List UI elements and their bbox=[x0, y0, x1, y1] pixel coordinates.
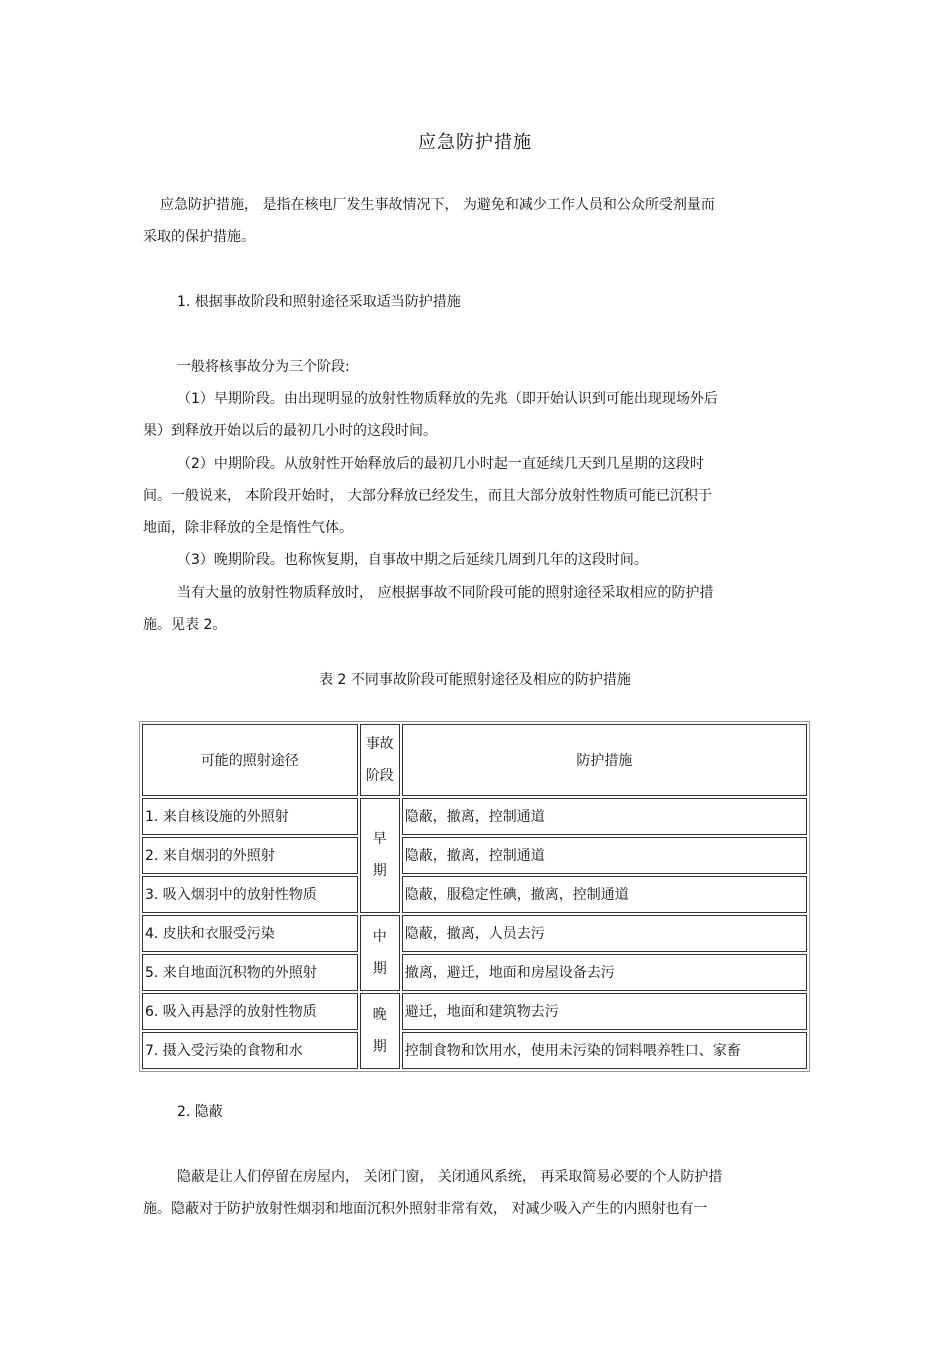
table-header-row bbox=[142, 724, 807, 796]
mid-stage-line-3: 地面，除非释放的全是惰性气体。 bbox=[143, 520, 353, 536]
measures-cell: 撤离，避迁，地面和房屋设备去污 bbox=[402, 954, 807, 991]
stage-early-char-1: 早 bbox=[372, 831, 387, 848]
mid-stage-line-1: （2）中期阶段。从放射性开始释放后的最初几小时起一直延续几天到几星期的这段时 bbox=[177, 456, 704, 472]
stage-early bbox=[360, 798, 400, 913]
pathway-cell: 7. 摄入受污染的食物和水 bbox=[142, 1032, 358, 1069]
measures-cell: 隐蔽，服稳定性碘，撤离，控制通道 bbox=[402, 876, 807, 913]
header-stage bbox=[360, 724, 400, 796]
reference-line-2: 施。见表 2。 bbox=[143, 617, 227, 633]
table-row bbox=[142, 876, 807, 913]
table-row bbox=[142, 915, 807, 952]
section2-line-1: 隐蔽是让人们停留在房屋内， 关闭门窗， 关闭通风系统， 再采取简易必要的个人防护措 bbox=[177, 1169, 723, 1185]
table-row bbox=[142, 837, 807, 874]
section2-line-2: 施。隐蔽对于防护放射性烟羽和地面沉积外照射非常有效， 对减少吸入产生的内照射也有一 bbox=[143, 1201, 708, 1217]
table-row bbox=[142, 993, 807, 1030]
pathway-cell: 1. 来自核设施的外照射 bbox=[142, 798, 358, 835]
header-measures: 防护措施 bbox=[402, 724, 807, 796]
measures-cell: 隐蔽，撤离，控制通道 bbox=[402, 837, 807, 874]
protection-measures-table bbox=[139, 721, 810, 1072]
intro-line-2: 采取的保护措施。 bbox=[143, 229, 255, 245]
intro-line-1: 应急防护措施， 是指在核电厂发生事故情况下， 为避免和减少工作人员和公众所受剂量而 bbox=[160, 197, 715, 213]
header-pathway: 可能的照射途径 bbox=[142, 724, 358, 796]
pathway-cell: 2. 来自烟羽的外照射 bbox=[142, 837, 358, 874]
early-stage-line-2: 果）到释放开始以后的最初几小时的这段时间。 bbox=[143, 423, 437, 439]
stage-late-char-2: 期 bbox=[372, 1038, 387, 1055]
table-row bbox=[142, 1032, 807, 1069]
stage-late bbox=[360, 993, 400, 1069]
reference-line-1: 当有大量的放射性物质释放时， 应根据事故不同阶段可能的照射途径采取相应的防护措 bbox=[177, 585, 714, 601]
late-stage-line: （3）晚期阶段。也称恢复期，自事故中期之后延续几周到几年的这段时间。 bbox=[177, 552, 648, 568]
measures-cell: 控制食物和饮用水，使用未污染的饲料喂养牲口、家畜 bbox=[402, 1032, 807, 1069]
page-title: 应急防护措施 bbox=[418, 132, 532, 153]
pathway-cell: 4. 皮肤和衣服受污染 bbox=[142, 915, 358, 952]
measures-cell: 避迁，地面和建筑物去污 bbox=[402, 993, 807, 1030]
stage-mid-char-2: 期 bbox=[372, 960, 387, 977]
section2-heading: 2. 隐蔽 bbox=[177, 1104, 223, 1120]
stage-mid bbox=[360, 915, 400, 991]
measures-cell: 隐蔽，撤离，控制通道 bbox=[402, 798, 807, 835]
section1-lead: 一般将核事故分为三个阶段: bbox=[177, 359, 350, 375]
early-stage-line-1: （1）早期阶段。由出现明显的放射性物质释放的先兆（即开始认识到可能出现现场外后 bbox=[177, 391, 718, 407]
header-stage-line-2: 阶段 bbox=[365, 767, 394, 784]
mid-stage-line-2: 间。一般说来， 本阶段开始时， 大部分释放已经发生，而且大部分放射性物质可能已沉积于 bbox=[143, 488, 712, 504]
measures-cell: 隐蔽，撤离，人员去污 bbox=[402, 915, 807, 952]
header-stage-line-1: 事故 bbox=[365, 735, 394, 752]
stage-mid-char-1: 中 bbox=[372, 928, 387, 945]
table-row bbox=[142, 798, 807, 835]
stage-early-char-2: 期 bbox=[372, 863, 387, 880]
pathway-cell: 5. 来自地面沉积物的外照射 bbox=[142, 954, 358, 991]
table-caption: 表 2 不同事故阶段可能照射途径及相应的防护措施 bbox=[319, 672, 631, 688]
pathway-cell: 6. 吸入再悬浮的放射性物质 bbox=[142, 993, 358, 1030]
section1-heading: 1. 根据事故阶段和照射途径采取适当防护措施 bbox=[177, 294, 461, 310]
pathway-cell: 3. 吸入烟羽中的放射性物质 bbox=[142, 876, 358, 913]
stage-late-char-1: 晚 bbox=[372, 1006, 387, 1023]
table-row bbox=[142, 954, 807, 991]
